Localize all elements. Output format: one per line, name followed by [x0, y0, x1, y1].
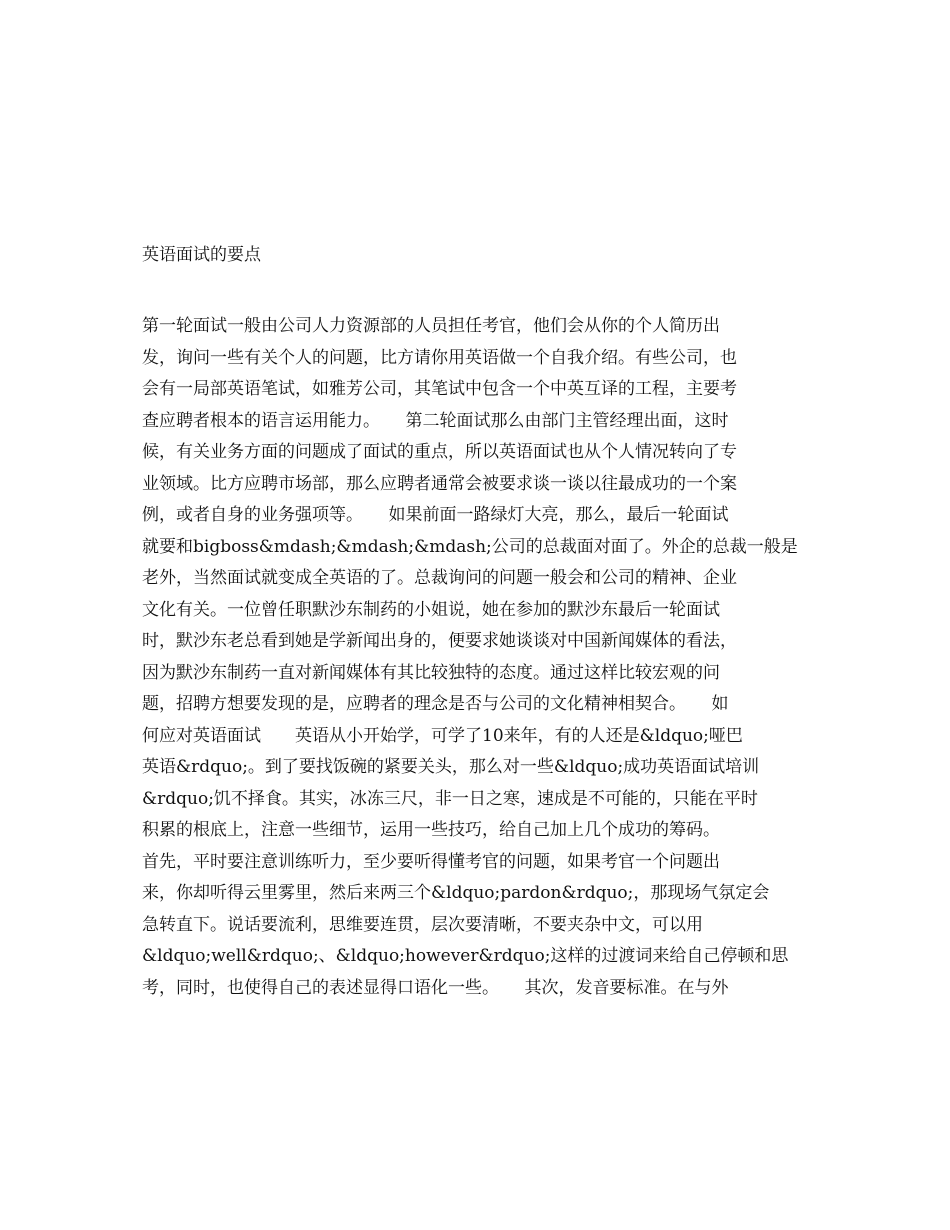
body-line: 急转直下。说话要流利，思维要连贯，层次要清晰，不要夹杂中文，可以用	[142, 914, 703, 935]
body-line: 英语&rdquo;。到了要找饭碗的紧要关头，那么对一些&ldquo;成功英语面试培训	[142, 757, 760, 777]
body-line: 因为默沙东制药一直对新闻媒体有其比较独特的态度。通过这样比较宏观的问	[142, 662, 720, 683]
body-line: 积累的根底上，注意一些细节，运用一些技巧，给自己加上几个成功的筹码。	[142, 820, 720, 840]
body-line: 题，招聘方想要发现的是，应聘者的理念是否与公司的文化精神相契合。 如	[142, 694, 729, 714]
body-line: 查应聘者根本的语言运用能力。 第二轮面试那么由部门主管经理出面，这时	[142, 410, 729, 431]
body-line: 例，或者自身的业务强项等。 如果前面一路绿灯大亮，那么，最后一轮面试	[142, 505, 729, 525]
body-line: 来，你却听得云里雾里，然后来两三个&ldquo;pardon&rdquo;，那现场气氛定会	[142, 883, 770, 903]
body-line: 会有一局部英语笔试，如雅芳公司，其笔试中包含一个中英互译的工程，主要考	[142, 379, 737, 399]
body-line: 文化有关。一位曾任职默沙东制药的小姐说，她在参加的默沙东最后一轮面试	[142, 599, 720, 620]
document-body	[142, 311, 822, 1004]
body-line: 老外，当然面试就变成全英语的了。总裁询问的问题一般会和公司的精神、企业	[142, 568, 737, 588]
body-line: 何应对英语面试 英语从小开始学，可学了10来年，有的人还是&ldquo;哑巴	[142, 725, 743, 746]
body-line: 发，询问一些有关个人的问题，比方请你用英语做一个自我介绍。有些公司，也	[142, 347, 737, 368]
body-line: 第一轮面试一般由公司人力资源部的人员担任考官，他们会从你的个人简历出	[142, 316, 720, 336]
body-line: 首先，平时要注意训练听力，至少要听得懂考官的问题，如果考官一个问题出	[142, 851, 720, 872]
body-line: &ldquo;well&rdquo;、&ldquo;however&rdquo;这样的过渡词来给自己停顿和思	[142, 946, 789, 966]
body-line: 业领域。比方应聘市场部，那么应聘者通常会被要求谈一谈以往最成功的一个案	[142, 473, 737, 494]
body-line: 候，有关业务方面的问题成了面试的重点，所以英语面试也从个人情况转向了专	[142, 442, 737, 462]
body-line: &rdquo;饥不择食。其实，冰冻三尺，非一日之寒，速成是不可能的，只能在平时	[142, 788, 758, 809]
body-line: 就要和bigboss&mdash;&mdash;&mdash;公司的总裁面对面了。外企的总裁一般是	[142, 536, 798, 557]
body-line: 时，默沙东老总看到她是学新闻出身的，便要求她谈谈对中国新闻媒体的看法，	[142, 631, 737, 651]
body-line: 考，同时，也使得自己的表述显得口语化一些。 其次，发音要标准。在与外	[142, 977, 729, 998]
document-title: 英语面试的要点	[142, 245, 261, 265]
